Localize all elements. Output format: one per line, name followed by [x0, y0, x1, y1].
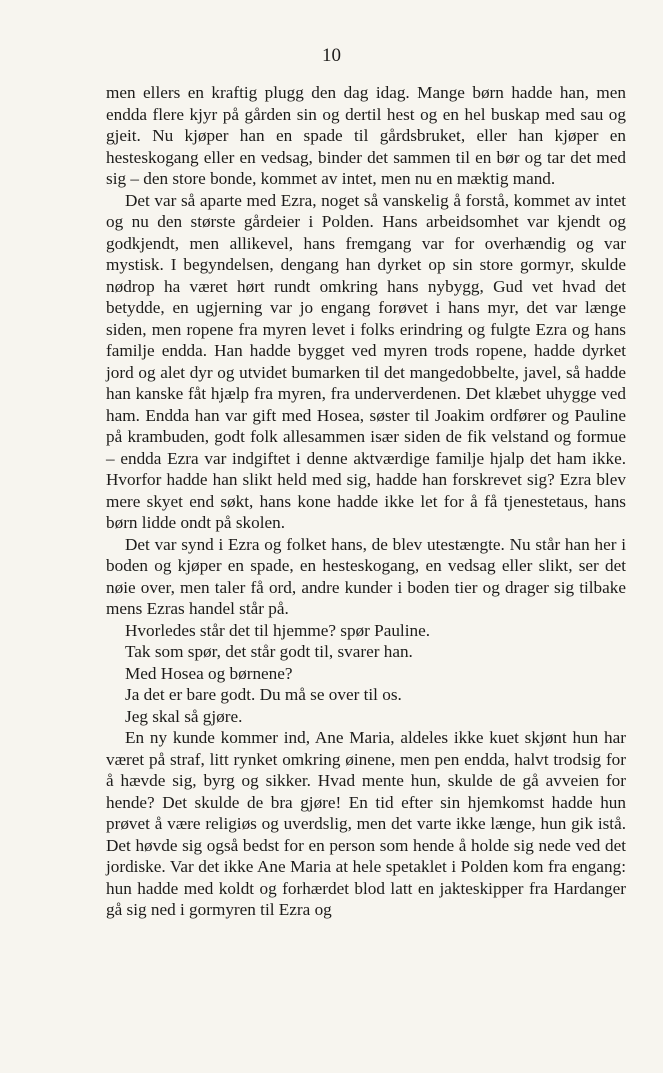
paragraph-2: Det var så aparte med Ezra, noget så vanskelig å forstå, kommet av intet og nu den største gårdeier i Polden. Hans arbeidsomhet var kjendt og godkjendt, men allikevel, hans fremgang var for overhændig og var mystisk. I begyndelsen, dengang han dyrket op sin store gormyr, skulde nødrop ha været hørt rundt omkring hans nybygg, Gud vet hvad det betydde, en ugjerning var jo engang forøvet i hans myr, det var længe siden, men ropene fra myren levet i folks erindring og fulgte Ezra og hans familje endda. Han hadde bygget ved myren trods ropene, hadde dyrket jord og alet dyr og utvidet bumarken til det mangedobbelte, javel, så hadde han kanske fåt hjælp fra myren, fra underverdenen. Det klæbet uhygge ved ham. Endda han var gift med Hosea, søster til Joakim ordfører og Pauline på krambuden, godt folk allesammen især siden de fik velstand og formue – endda Ezra var indgiftet i denne aktværdige familje hjalp det ham ikke. Hvorfor hadde han slikt held med sig, hadde han forskrevet sig? Ezra blev mere skyet end søkt, hans kone hadde ikke let for å få tjenestetaus, hans børn lidde ondt på skolen.: [106, 190, 626, 532]
dialog-line-1: Hvorledes står det til hjemme? spør Pauline.: [125, 620, 431, 640]
dialog-line-5: Jeg skal så gjøre.: [125, 706, 243, 726]
paragraph-1: men ellers en kraftig plugg den dag idag. Mange børn hadde han, men endda flere kjyr på gården sin og dertil hest og en hel buskap med sau og gjeit. Nu kjøper han en spade til gårdsbruket, eller han kjøper en hesteskogang eller en vedsag, binder det sammen til en bør og tar det med sig – den store bonde, kommet av intet, men nu en mæktig mand.: [106, 83, 626, 188]
page-number: 10: [322, 45, 341, 66]
body-text: [106, 82, 626, 921]
dialog-line-3: Med Hosea og børnene?: [125, 663, 293, 683]
paragraph-3: Det var synd i Ezra og folket hans, de blev utestængte. Nu står han her i boden og kjøper en spade, en hesteskogang, en vedsag eller slikt, ser det nøie over, men taler få ord, andre kunder i boden tier og drager sig tilbake mens Ezras handel står på.: [106, 534, 626, 618]
paragraph-4: En ny kunde kommer ind, Ane Maria, aldeles ikke kuet skjønt hun har været på straf, litt rynket omkring øinene, men pen endda, halvt trodsig for å hævde sig, byrg og sikker. Hvad mente hun, skulde de gå avveien for hende? Det skulde de bra gjøre! En tid efter sin hjemkomst hadde hun prøvet å være religiøs og uverdslig, men det varte ikke længe, hun gik istå. Det høvde sig også bedst for en person som hende å holde sig nede ved det jordiske. Var det ikke Ane Maria at hele spetaklet i Polden kom fra engang: hun hadde med koldt og forhærdet blod latt en jakteskipper fra Hardanger gå sig ned i gormyren til Ezra og: [106, 728, 626, 919]
dialog-line-2: Tak som spør, det står godt til, svarer han.: [125, 642, 413, 661]
dialog-line-4: Ja det er bare godt. Du må se over til os.: [125, 685, 402, 704]
